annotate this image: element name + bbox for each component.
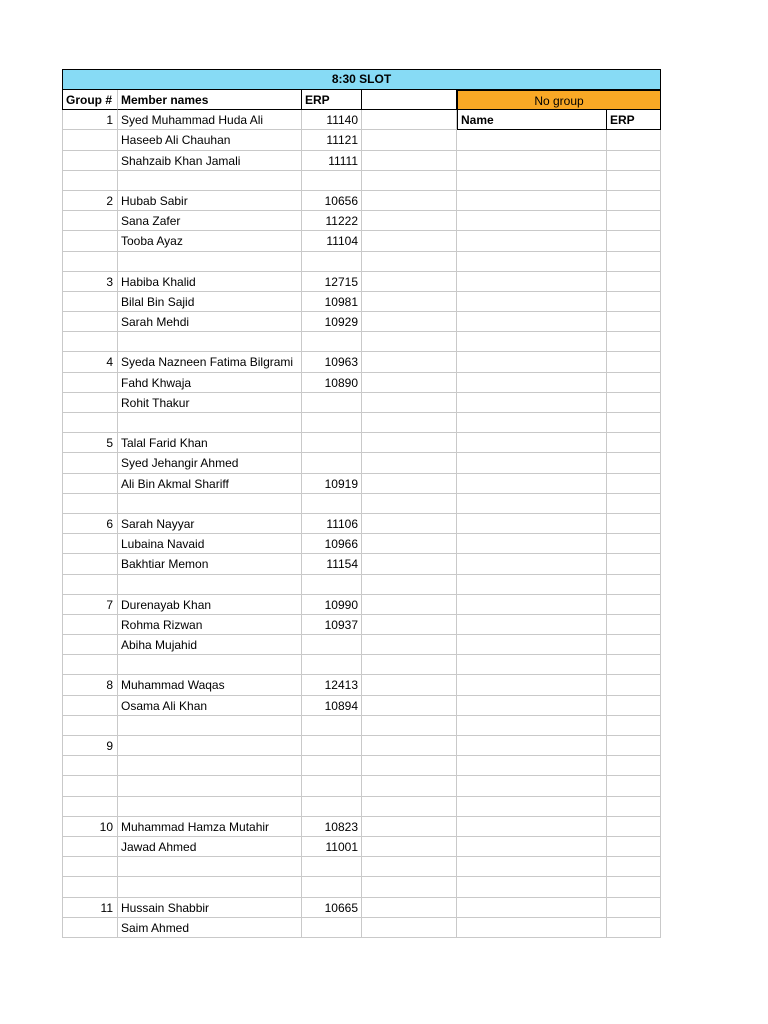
no-group-erp-header[interactable]: ERP <box>607 110 661 130</box>
table-row <box>62 352 661 372</box>
erp-cell[interactable]: 11121 <box>302 130 362 150</box>
no-group-name-cell[interactable] <box>457 655 607 675</box>
table-row <box>62 474 661 494</box>
no-group-name-cell[interactable] <box>457 696 607 716</box>
member-name-cell[interactable]: Osama Ali Khan <box>118 696 302 716</box>
table-row <box>62 332 661 352</box>
table-row <box>62 514 661 534</box>
empty-cell[interactable] <box>362 857 457 877</box>
table-row <box>62 756 661 776</box>
member-name-cell[interactable]: Durenayab Khan <box>118 595 302 615</box>
member-name-cell[interactable] <box>118 857 302 877</box>
table-row <box>62 393 661 413</box>
table-row <box>62 696 661 716</box>
table-row <box>62 252 661 272</box>
group-cell[interactable]: 10 <box>62 817 118 837</box>
empty-cell[interactable] <box>362 655 457 675</box>
group-cell[interactable] <box>62 756 118 776</box>
table-row <box>62 272 661 292</box>
no-group-erp-cell[interactable] <box>607 393 661 413</box>
empty-cell[interactable] <box>362 171 457 191</box>
erp-cell[interactable] <box>302 433 362 453</box>
table-row <box>62 211 661 231</box>
member-name-cell[interactable]: Shahzaib Khan Jamali <box>118 151 302 171</box>
no-group-erp-cell[interactable] <box>607 736 661 756</box>
table-row <box>62 413 661 433</box>
empty-cell[interactable] <box>362 352 457 372</box>
no-group-erp-cell[interactable] <box>607 272 661 292</box>
no-group-name-cell[interactable] <box>457 877 607 897</box>
group-cell[interactable]: 1 <box>62 110 118 130</box>
erp-cell[interactable] <box>302 776 362 796</box>
erp-cell[interactable]: 10966 <box>302 534 362 554</box>
empty-cell[interactable] <box>362 756 457 776</box>
group-cell[interactable] <box>62 413 118 433</box>
empty-cell[interactable] <box>362 797 457 817</box>
group-cell[interactable] <box>62 373 118 393</box>
no-group-name-cell[interactable] <box>457 494 607 514</box>
empty-cell[interactable] <box>362 211 457 231</box>
no-group-name-cell[interactable] <box>457 292 607 312</box>
empty-cell[interactable] <box>362 898 457 918</box>
group-cell[interactable]: 3 <box>62 272 118 292</box>
erp-cell[interactable]: 10937 <box>302 615 362 635</box>
group-cell[interactable]: 9 <box>62 736 118 756</box>
group-cell[interactable] <box>62 918 118 938</box>
members-header[interactable]: Member names <box>118 90 302 110</box>
group-cell[interactable] <box>62 494 118 514</box>
no-group-erp-cell[interactable] <box>607 615 661 635</box>
group-cell[interactable]: 2 <box>62 191 118 211</box>
no-group-name-cell[interactable] <box>457 756 607 776</box>
erp-cell[interactable]: 10929 <box>302 312 362 332</box>
no-group-name-cell[interactable] <box>457 837 607 857</box>
erp-cell[interactable]: 10656 <box>302 191 362 211</box>
empty-cell[interactable] <box>362 252 457 272</box>
no-group-name-cell[interactable] <box>457 211 607 231</box>
no-group-name-cell[interactable] <box>457 817 607 837</box>
group-cell[interactable] <box>62 655 118 675</box>
empty-cell[interactable] <box>362 918 457 938</box>
group-cell[interactable] <box>62 635 118 655</box>
no-group-name-cell[interactable] <box>457 918 607 938</box>
table-body <box>62 110 661 938</box>
no-group-name-cell[interactable] <box>457 898 607 918</box>
table-row <box>62 171 661 191</box>
empty-cell[interactable] <box>362 817 457 837</box>
erp-cell[interactable]: 11154 <box>302 554 362 574</box>
group-cell[interactable]: 5 <box>62 433 118 453</box>
erp-cell[interactable] <box>302 252 362 272</box>
erp-cell[interactable] <box>302 797 362 817</box>
member-name-cell[interactable]: Tooba Ayaz <box>118 231 302 251</box>
empty-cell[interactable] <box>362 575 457 595</box>
erp-cell[interactable] <box>302 171 362 191</box>
no-group-erp-cell[interactable] <box>607 837 661 857</box>
table-row <box>62 716 661 736</box>
member-name-cell[interactable]: Fahd Khwaja <box>118 373 302 393</box>
no-group-erp-cell[interactable] <box>607 756 661 776</box>
table-row <box>62 433 661 453</box>
spreadsheet <box>62 69 661 938</box>
empty-cell[interactable] <box>362 615 457 635</box>
member-name-cell[interactable] <box>118 575 302 595</box>
no-group-banner[interactable]: No group <box>457 90 661 110</box>
group-cell[interactable] <box>62 252 118 272</box>
no-group-name-cell[interactable] <box>457 797 607 817</box>
empty-cell[interactable] <box>362 130 457 150</box>
erp-cell[interactable]: 10665 <box>302 898 362 918</box>
empty-cell[interactable] <box>362 736 457 756</box>
table-row <box>62 655 661 675</box>
erp-cell[interactable]: 10894 <box>302 696 362 716</box>
table-row <box>62 595 661 615</box>
group-cell[interactable] <box>62 211 118 231</box>
group-cell[interactable] <box>62 151 118 171</box>
member-name-cell[interactable]: Muhammad Hamza Mutahir <box>118 817 302 837</box>
erp-cell[interactable] <box>302 736 362 756</box>
member-name-cell[interactable]: Rohit Thakur <box>118 393 302 413</box>
no-group-erp-cell[interactable] <box>607 655 661 675</box>
member-name-cell[interactable] <box>118 171 302 191</box>
no-group-name-cell[interactable] <box>457 413 607 433</box>
erp-cell[interactable] <box>302 756 362 776</box>
table-row <box>62 797 661 817</box>
no-group-name-cell[interactable] <box>457 736 607 756</box>
empty-cell[interactable] <box>362 776 457 796</box>
empty-cell[interactable] <box>362 231 457 251</box>
no-group-erp-cell[interactable] <box>607 130 661 150</box>
no-group-name-cell[interactable] <box>457 675 607 695</box>
no-group-name-cell[interactable] <box>457 373 607 393</box>
group-cell[interactable] <box>62 797 118 817</box>
no-group-name-cell[interactable] <box>457 433 607 453</box>
no-group-erp-cell[interactable] <box>607 373 661 393</box>
erp-cell[interactable] <box>302 635 362 655</box>
no-group-erp-cell[interactable] <box>607 898 661 918</box>
empty-cell[interactable] <box>362 312 457 332</box>
group-cell[interactable] <box>62 393 118 413</box>
empty-cell[interactable] <box>362 272 457 292</box>
member-name-cell[interactable]: Bakhtiar Memon <box>118 554 302 574</box>
table-row <box>62 837 661 857</box>
no-group-erp-cell[interactable] <box>607 716 661 736</box>
no-group-name-cell[interactable] <box>457 474 607 494</box>
table-row <box>62 373 661 393</box>
erp-cell[interactable] <box>302 393 362 413</box>
empty-cell[interactable] <box>362 474 457 494</box>
table-row <box>62 110 661 130</box>
empty-cell[interactable] <box>362 877 457 897</box>
member-name-cell[interactable]: Syed Jehangir Ahmed <box>118 453 302 473</box>
table-row <box>62 534 661 554</box>
member-name-cell[interactable] <box>118 797 302 817</box>
table-row <box>62 494 661 514</box>
erp-cell[interactable]: 11222 <box>302 211 362 231</box>
no-group-erp-cell[interactable] <box>607 696 661 716</box>
table-row <box>62 817 661 837</box>
no-group-erp-cell[interactable] <box>607 514 661 534</box>
no-group-name-cell[interactable] <box>457 615 607 635</box>
group-cell[interactable]: 6 <box>62 514 118 534</box>
no-group-erp-cell[interactable] <box>607 171 661 191</box>
no-group-erp-cell[interactable] <box>607 312 661 332</box>
no-group-name-cell[interactable] <box>457 453 607 473</box>
group-cell[interactable] <box>62 615 118 635</box>
member-name-cell[interactable]: Habiba Khalid <box>118 272 302 292</box>
member-name-cell[interactable]: Jawad Ahmed <box>118 837 302 857</box>
empty-cell[interactable] <box>362 191 457 211</box>
no-group-name-cell[interactable] <box>457 716 607 736</box>
empty-cell[interactable] <box>362 514 457 534</box>
table-row <box>62 575 661 595</box>
no-group-erp-cell[interactable] <box>607 453 661 473</box>
no-group-erp-cell[interactable] <box>607 877 661 897</box>
group-cell[interactable] <box>62 696 118 716</box>
erp-cell[interactable] <box>302 716 362 736</box>
no-group-name-cell[interactable] <box>457 554 607 574</box>
no-group-erp-cell[interactable] <box>607 191 661 211</box>
erp-cell[interactable] <box>302 857 362 877</box>
no-group-name-cell[interactable] <box>457 130 607 150</box>
member-name-cell[interactable] <box>118 877 302 897</box>
member-name-cell[interactable]: Haseeb Ali Chauhan <box>118 130 302 150</box>
table-row <box>62 554 661 574</box>
no-group-name-cell[interactable] <box>457 151 607 171</box>
member-name-cell[interactable]: Lubaina Navaid <box>118 534 302 554</box>
group-cell[interactable] <box>62 837 118 857</box>
no-group-erp-cell[interactable] <box>607 575 661 595</box>
member-name-cell[interactable] <box>118 252 302 272</box>
erp-header[interactable]: ERP <box>302 90 362 110</box>
no-group-erp-cell[interactable] <box>607 292 661 312</box>
group-cell[interactable] <box>62 312 118 332</box>
group-cell[interactable]: 7 <box>62 595 118 615</box>
table-row <box>62 453 661 473</box>
group-cell[interactable] <box>62 877 118 897</box>
group-cell[interactable] <box>62 716 118 736</box>
no-group-name-cell[interactable] <box>457 514 607 534</box>
group-cell[interactable] <box>62 575 118 595</box>
no-group-name-cell[interactable] <box>457 352 607 372</box>
member-name-cell[interactable]: Bilal Bin Sajid <box>118 292 302 312</box>
erp-cell[interactable] <box>302 332 362 352</box>
no-group-erp-cell[interactable] <box>607 494 661 514</box>
no-group-erp-cell[interactable] <box>607 534 661 554</box>
member-name-cell[interactable]: Sana Zafer <box>118 211 302 231</box>
no-group-erp-cell[interactable] <box>607 554 661 574</box>
no-group-erp-cell[interactable] <box>607 332 661 352</box>
erp-cell[interactable]: 11111 <box>302 151 362 171</box>
erp-cell[interactable]: 11106 <box>302 514 362 534</box>
erp-cell[interactable]: 10890 <box>302 373 362 393</box>
no-group-erp-cell[interactable] <box>607 231 661 251</box>
member-name-cell[interactable]: Muhammad Waqas <box>118 675 302 695</box>
erp-cell[interactable] <box>302 918 362 938</box>
empty-cell[interactable] <box>362 433 457 453</box>
erp-cell[interactable] <box>302 655 362 675</box>
table-row <box>62 231 661 251</box>
member-name-cell[interactable]: Hussain Shabbir <box>118 898 302 918</box>
table-row <box>62 675 661 695</box>
empty-cell[interactable] <box>362 393 457 413</box>
table-row <box>62 312 661 332</box>
erp-cell[interactable]: 10823 <box>302 817 362 837</box>
table-row <box>62 292 661 312</box>
no-group-erp-cell[interactable] <box>607 413 661 433</box>
empty-cell[interactable] <box>362 332 457 352</box>
member-name-cell[interactable] <box>118 756 302 776</box>
erp-cell[interactable]: 12715 <box>302 272 362 292</box>
no-group-name-cell[interactable] <box>457 272 607 292</box>
erp-cell[interactable]: 10963 <box>302 352 362 372</box>
member-name-cell[interactable]: Abiha Mujahid <box>118 635 302 655</box>
table-row <box>62 857 661 877</box>
member-name-cell[interactable] <box>118 716 302 736</box>
member-name-cell[interactable]: Syeda Nazneen Fatima Bilgrami <box>118 352 302 372</box>
group-cell[interactable] <box>62 332 118 352</box>
slot-title: 8:30 SLOT <box>62 69 661 90</box>
group-cell[interactable] <box>62 171 118 191</box>
no-group-name-cell[interactable] <box>457 191 607 211</box>
empty-cell[interactable] <box>362 534 457 554</box>
no-group-name-cell[interactable] <box>457 635 607 655</box>
table-row <box>62 736 661 756</box>
group-cell[interactable] <box>62 453 118 473</box>
no-group-name-cell[interactable] <box>457 857 607 877</box>
erp-cell[interactable] <box>302 413 362 433</box>
member-name-cell[interactable]: Rohma Rizwan <box>118 615 302 635</box>
no-group-erp-cell[interactable] <box>607 817 661 837</box>
no-group-erp-cell[interactable] <box>607 352 661 372</box>
table-row <box>62 130 661 150</box>
empty-cell[interactable] <box>362 494 457 514</box>
erp-cell[interactable] <box>302 453 362 473</box>
group-cell[interactable] <box>62 534 118 554</box>
member-name-cell[interactable]: Sarah Mehdi <box>118 312 302 332</box>
erp-cell[interactable]: 11140 <box>302 110 362 130</box>
no-group-erp-cell[interactable] <box>607 675 661 695</box>
table-row <box>62 918 661 938</box>
empty-cell[interactable] <box>362 151 457 171</box>
erp-cell[interactable] <box>302 877 362 897</box>
no-group-erp-cell[interactable] <box>607 635 661 655</box>
group-cell[interactable]: 11 <box>62 898 118 918</box>
group-cell[interactable] <box>62 231 118 251</box>
empty-cell[interactable] <box>362 554 457 574</box>
no-group-erp-cell[interactable] <box>607 211 661 231</box>
no-group-name-cell[interactable] <box>457 575 607 595</box>
group-cell[interactable]: 4 <box>62 352 118 372</box>
table-row <box>62 877 661 897</box>
empty-cell[interactable] <box>362 292 457 312</box>
no-group-erp-cell[interactable] <box>607 776 661 796</box>
no-group-erp-cell[interactable] <box>607 252 661 272</box>
group-cell[interactable] <box>62 554 118 574</box>
empty-cell[interactable] <box>362 110 457 130</box>
group-cell[interactable] <box>62 776 118 796</box>
empty-cell[interactable] <box>362 373 457 393</box>
member-name-cell[interactable] <box>118 655 302 675</box>
empty-cell[interactable] <box>362 453 457 473</box>
erp-cell[interactable]: 10981 <box>302 292 362 312</box>
table-row <box>62 615 661 635</box>
member-name-cell[interactable]: Sarah Nayyar <box>118 514 302 534</box>
no-group-name-cell[interactable] <box>457 332 607 352</box>
group-header[interactable]: Group # <box>62 90 118 110</box>
empty-cell[interactable] <box>362 837 457 857</box>
member-name-cell[interactable]: Talal Farid Khan <box>118 433 302 453</box>
group-cell[interactable] <box>62 474 118 494</box>
member-name-cell[interactable] <box>118 776 302 796</box>
header-row <box>62 90 661 110</box>
member-name-cell[interactable] <box>118 332 302 352</box>
member-name-cell[interactable] <box>118 413 302 433</box>
no-group-name-header[interactable]: Name <box>457 110 607 130</box>
no-group-erp-cell[interactable] <box>607 474 661 494</box>
empty-cell[interactable] <box>362 716 457 736</box>
erp-cell[interactable]: 11104 <box>302 231 362 251</box>
no-group-name-cell[interactable] <box>457 393 607 413</box>
no-group-name-cell[interactable] <box>457 252 607 272</box>
member-name-cell[interactable]: Saim Ahmed <box>118 918 302 938</box>
no-group-erp-cell[interactable] <box>607 857 661 877</box>
group-cell[interactable] <box>62 857 118 877</box>
table-row <box>62 635 661 655</box>
table-row <box>62 191 661 211</box>
erp-cell[interactable]: 10919 <box>302 474 362 494</box>
erp-cell[interactable] <box>302 494 362 514</box>
member-name-cell[interactable]: Ali Bin Akmal Shariff <box>118 474 302 494</box>
no-group-name-cell[interactable] <box>457 231 607 251</box>
member-name-cell[interactable] <box>118 494 302 514</box>
empty-cell[interactable] <box>362 696 457 716</box>
empty-header-cell[interactable] <box>362 90 457 110</box>
empty-cell[interactable] <box>362 595 457 615</box>
table-row <box>62 776 661 796</box>
no-group-name-cell[interactable] <box>457 534 607 554</box>
empty-cell[interactable] <box>362 675 457 695</box>
member-name-cell[interactable]: Syed Muhammad Huda Ali <box>118 110 302 130</box>
no-group-erp-cell[interactable] <box>607 433 661 453</box>
erp-cell[interactable]: 12413 <box>302 675 362 695</box>
empty-cell[interactable] <box>362 413 457 433</box>
no-group-name-cell[interactable] <box>457 312 607 332</box>
group-cell[interactable]: 8 <box>62 675 118 695</box>
table-row <box>62 151 661 171</box>
no-group-name-cell[interactable] <box>457 776 607 796</box>
no-group-erp-cell[interactable] <box>607 918 661 938</box>
empty-cell[interactable] <box>362 635 457 655</box>
no-group-erp-cell[interactable] <box>607 151 661 171</box>
group-cell[interactable] <box>62 130 118 150</box>
member-name-cell[interactable]: Hubab Sabir <box>118 191 302 211</box>
erp-cell[interactable]: 10990 <box>302 595 362 615</box>
erp-cell[interactable]: 11001 <box>302 837 362 857</box>
group-cell[interactable] <box>62 292 118 312</box>
table-row <box>62 898 661 918</box>
no-group-name-cell[interactable] <box>457 171 607 191</box>
no-group-name-cell[interactable] <box>457 595 607 615</box>
member-name-cell[interactable] <box>118 736 302 756</box>
no-group-erp-cell[interactable] <box>607 797 661 817</box>
erp-cell[interactable] <box>302 575 362 595</box>
no-group-erp-cell[interactable] <box>607 595 661 615</box>
